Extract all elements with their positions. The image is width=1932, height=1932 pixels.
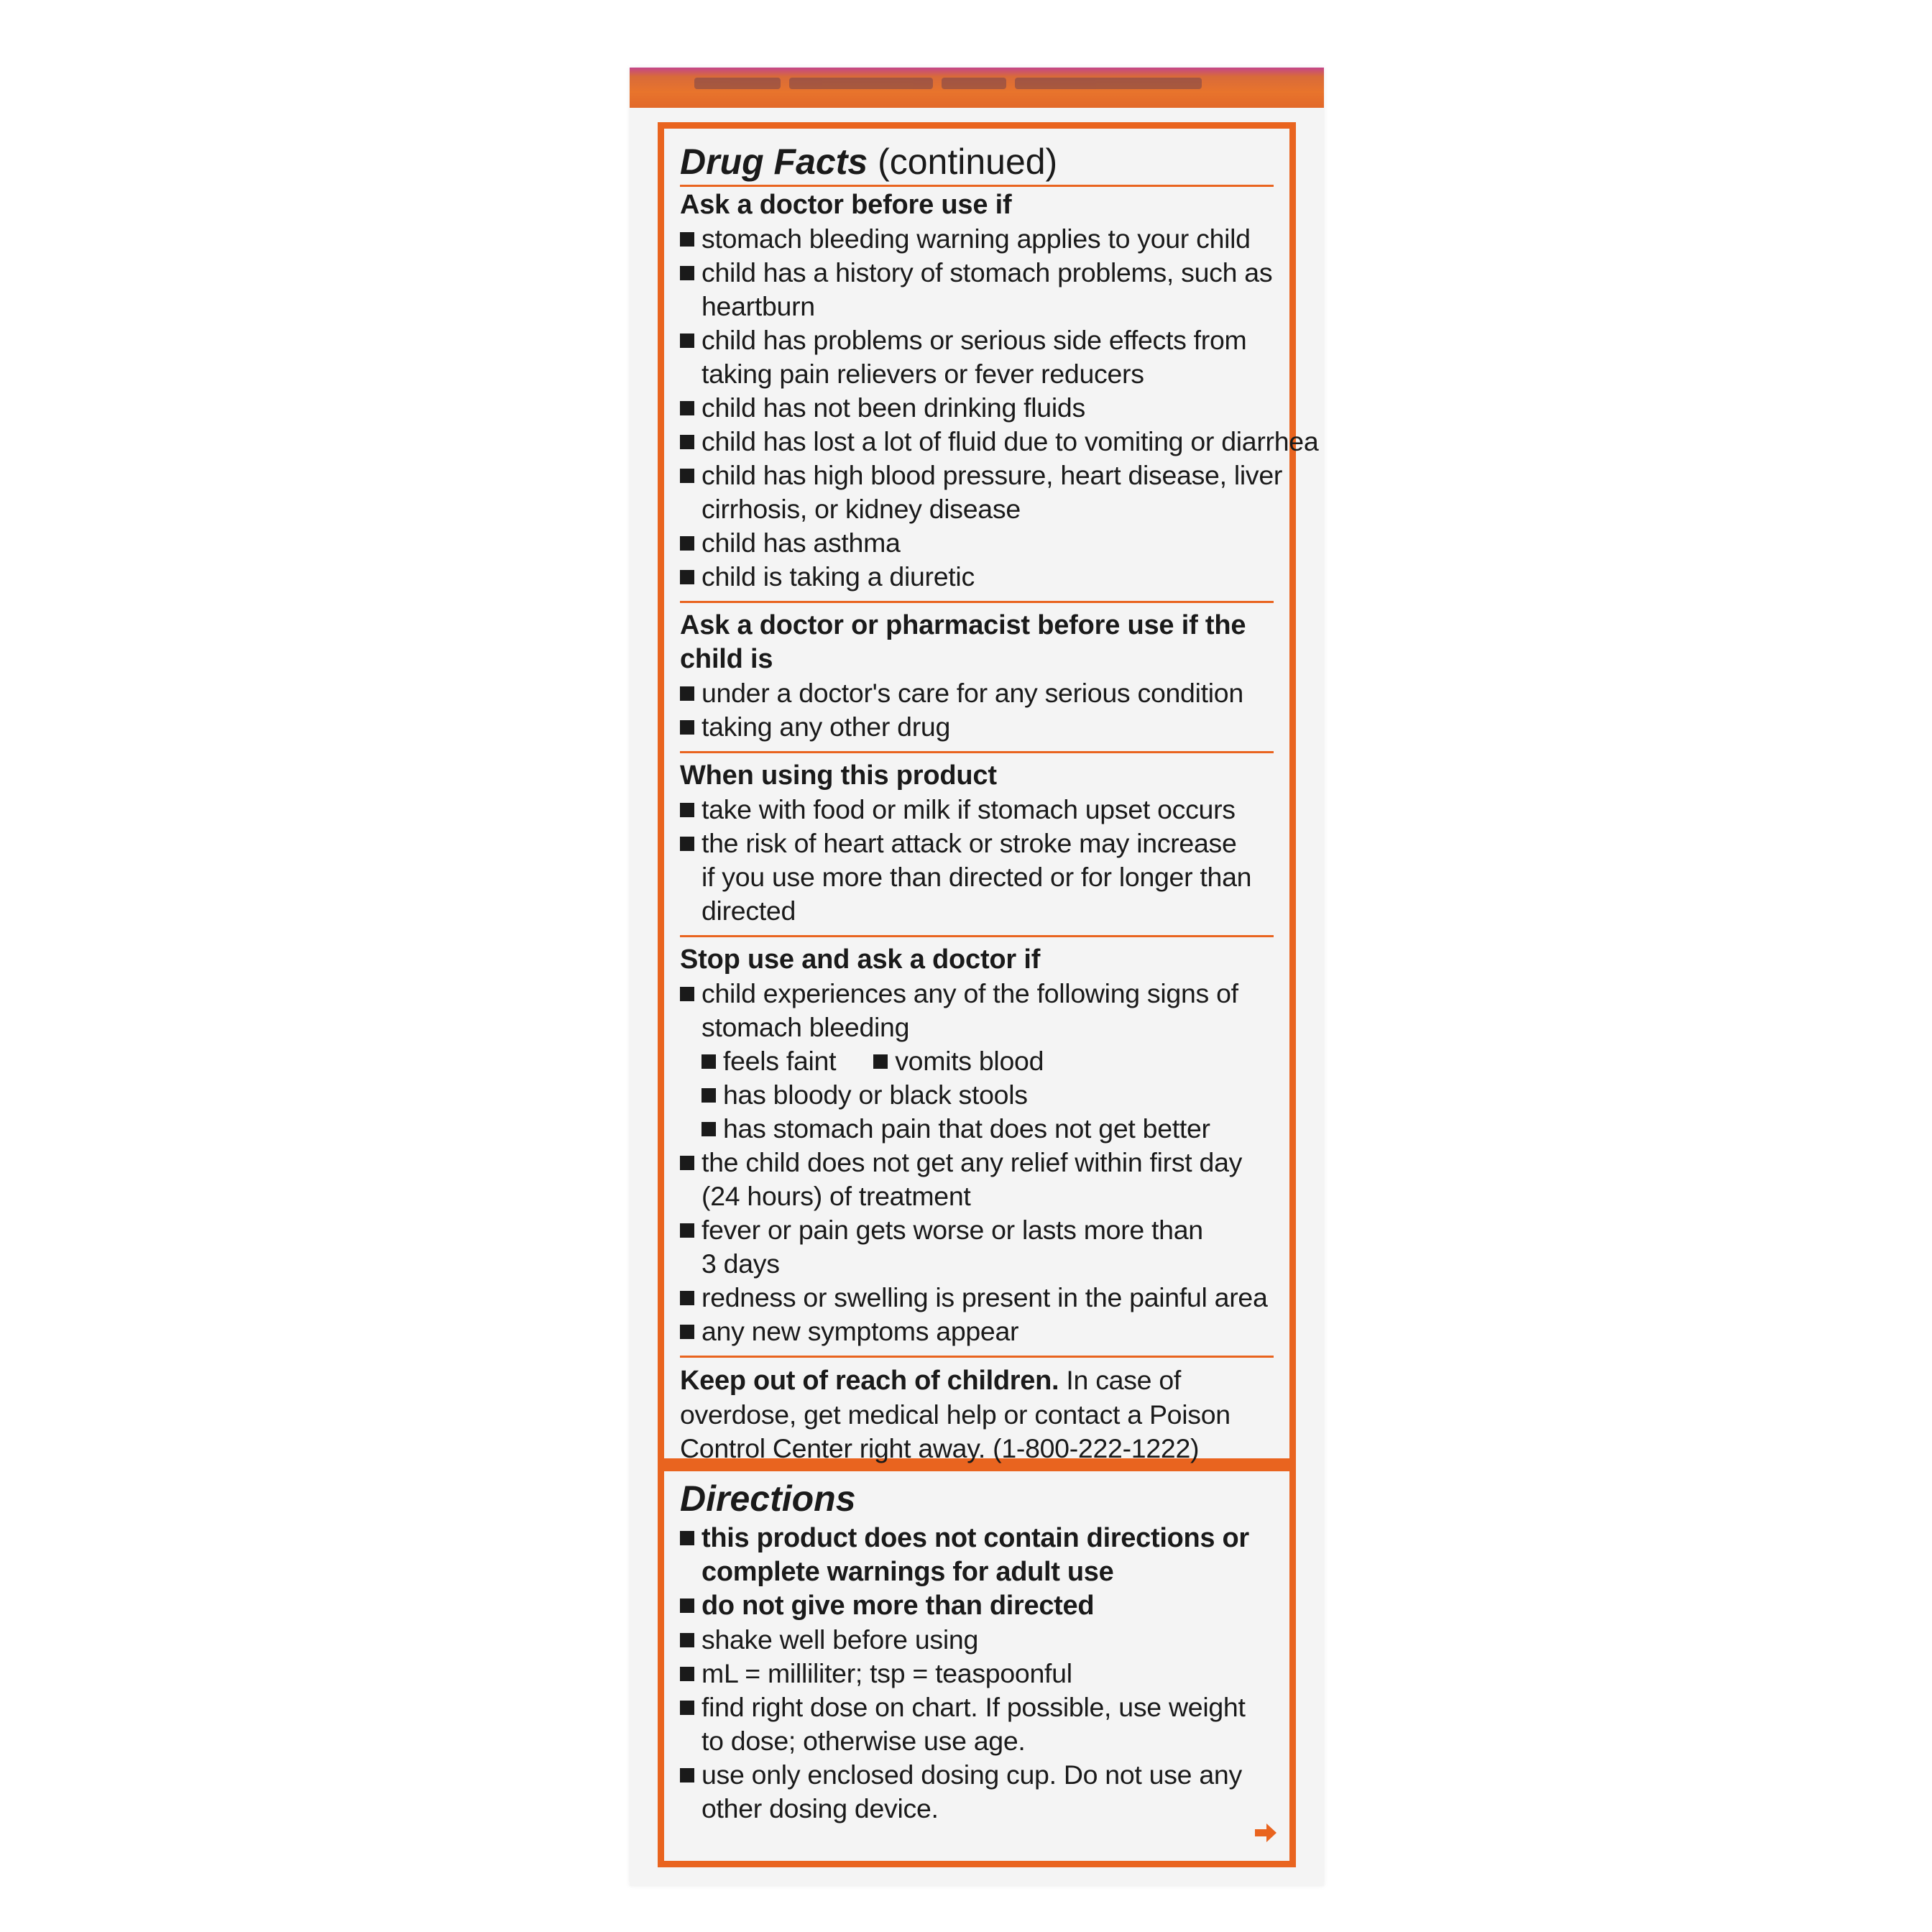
- bullet-square-icon: [680, 1768, 694, 1782]
- bullet-square-icon: [680, 837, 694, 851]
- list-item: child has problems or serious side effects from: [680, 323, 1274, 357]
- list-item: child experiences any of the following signs of: [680, 977, 1274, 1011]
- bullet-square-icon: [680, 1701, 694, 1715]
- bullet-square-icon: [680, 536, 694, 551]
- keep-out-line: overdose, get medical help or contact a Poison: [680, 1399, 1230, 1430]
- bullet-square-icon: [680, 570, 694, 584]
- sub-list-item: has stomach pain that does not get better: [680, 1112, 1274, 1146]
- ask-pharmacist-heading-cont: child is: [680, 644, 773, 674]
- list-item: child has not been drinking fluids: [680, 391, 1274, 425]
- list-item-continuation: taking pain relievers or fever reducers: [702, 359, 1144, 389]
- when-using-heading: When using this product: [680, 760, 997, 791]
- list-item: stomach bleeding warning applies to your child: [680, 222, 1274, 256]
- list-item: redness or swelling is present in the painful area: [680, 1281, 1274, 1315]
- list-item: this product does not contain directions or: [680, 1522, 1274, 1555]
- list-item: child is taking a diuretic: [680, 560, 1274, 594]
- bullet-square-icon: [680, 803, 694, 817]
- ask-pharmacist-section: [680, 603, 1274, 751]
- list-item: fever or pain gets worse or lasts more than: [680, 1213, 1274, 1247]
- bullet-square-icon: [680, 1223, 694, 1238]
- bullet-square-icon: [873, 1054, 888, 1069]
- bullet-square-icon: [702, 1088, 716, 1103]
- bullet-square-icon: [680, 1633, 694, 1647]
- bullet-square-icon: [680, 686, 694, 701]
- list-item-continuation: other dosing device.: [702, 1793, 939, 1823]
- bullet-square-icon: [680, 987, 694, 1001]
- ask-doctor-heading: Ask a doctor before use if: [680, 190, 1012, 220]
- bullet-square-icon: [680, 334, 694, 348]
- list-item: child has a history of stomach problems, such as: [680, 256, 1274, 290]
- bullet-square-icon: [680, 266, 694, 280]
- directions-title: Directions: [680, 1478, 856, 1519]
- bullet-square-icon: [680, 1156, 694, 1170]
- bullet-square-icon: [702, 1122, 716, 1136]
- bullet-square-icon: [680, 401, 694, 415]
- drug-facts-title-rest: (continued): [868, 142, 1058, 182]
- stop-use-heading: Stop use and ask a doctor if: [680, 944, 1041, 975]
- list-item: child has high blood pressure, heart disease, liver: [680, 459, 1274, 492]
- list-item-continuation: to dose; otherwise use age.: [702, 1726, 1026, 1756]
- list-item: find right dose on chart. If possible, use weight: [680, 1690, 1274, 1724]
- bullet-square-icon: [680, 1291, 694, 1305]
- list-item-continuation: heartburn: [702, 291, 815, 321]
- list-item: mL = milliliter; tsp = teaspoonful: [680, 1657, 1274, 1690]
- list-item-continuation: if you use more than directed or for longer than: [702, 862, 1252, 892]
- drug-facts-panel: [658, 122, 1319, 1465]
- list-item: the child does not get any relief within first day: [680, 1146, 1274, 1179]
- bullet-square-icon: [680, 1325, 694, 1339]
- list-item: shake well before using: [680, 1623, 1274, 1657]
- arrow-right-icon: [1254, 1821, 1278, 1845]
- list-item: do not give more than directed: [680, 1589, 1274, 1623]
- list-item-continuation: complete warnings for adult use: [702, 1557, 1114, 1587]
- bullet-square-icon: [680, 1598, 694, 1613]
- bullet-square-icon: [680, 720, 694, 735]
- list-item: take with food or milk if stomach upset occurs: [680, 793, 1274, 827]
- list-item: under a doctor's care for any serious condition: [680, 676, 1274, 710]
- list-item: child has asthma: [680, 526, 1274, 560]
- bullet-square-icon: [680, 1531, 694, 1545]
- when-using-section: [680, 753, 1274, 935]
- package-top-flap: [630, 68, 1324, 108]
- bullet-square-icon: [702, 1054, 716, 1069]
- directions-content: [680, 1476, 1274, 1826]
- keep-out-line: Control Center right away. (1-800-222-1222): [680, 1433, 1200, 1463]
- directions-panel: [658, 1465, 1296, 1867]
- keep-out-line: Keep out of reach of children. In case of: [680, 1365, 1182, 1396]
- drug-facts-title-bold: Drug Facts: [680, 142, 868, 182]
- list-item-continuation: 3 days: [702, 1248, 780, 1279]
- bullet-square-icon: [680, 469, 694, 483]
- keep-out-section: [680, 1358, 1274, 1473]
- list-item: any new symptoms appear: [680, 1315, 1274, 1348]
- list-item: the risk of heart attack or stroke may increase: [680, 827, 1274, 860]
- sub-list-item: feels faint vomits blood: [680, 1044, 1274, 1078]
- drug-facts-title: [680, 139, 1274, 185]
- list-item-continuation: cirrhosis, or kidney disease: [702, 494, 1021, 524]
- list-item: child has lost a lot of fluid due to vomiting or diarrhea: [680, 425, 1274, 459]
- ask-pharmacist-heading: Ask a doctor or pharmacist before use if the: [680, 610, 1246, 640]
- bullet-square-icon: [680, 435, 694, 449]
- ask-doctor-section: [680, 187, 1319, 601]
- bullet-square-icon: [680, 1667, 694, 1681]
- bullet-square-icon: [680, 232, 694, 247]
- list-item-continuation: (24 hours) of treatment: [702, 1181, 971, 1211]
- list-item: use only enclosed dosing cup. Do not use any: [680, 1758, 1274, 1792]
- drug-facts-content: [680, 139, 1319, 1473]
- list-item-continuation: directed: [702, 896, 796, 926]
- sub-list-item: has bloody or black stools: [680, 1078, 1274, 1112]
- package-back-panel: [630, 68, 1324, 1886]
- mirrored-brand-strip: [694, 73, 1241, 101]
- list-item-continuation: stomach bleeding: [702, 1012, 910, 1042]
- stop-use-section: [680, 937, 1274, 1356]
- list-item: taking any other drug: [680, 710, 1274, 744]
